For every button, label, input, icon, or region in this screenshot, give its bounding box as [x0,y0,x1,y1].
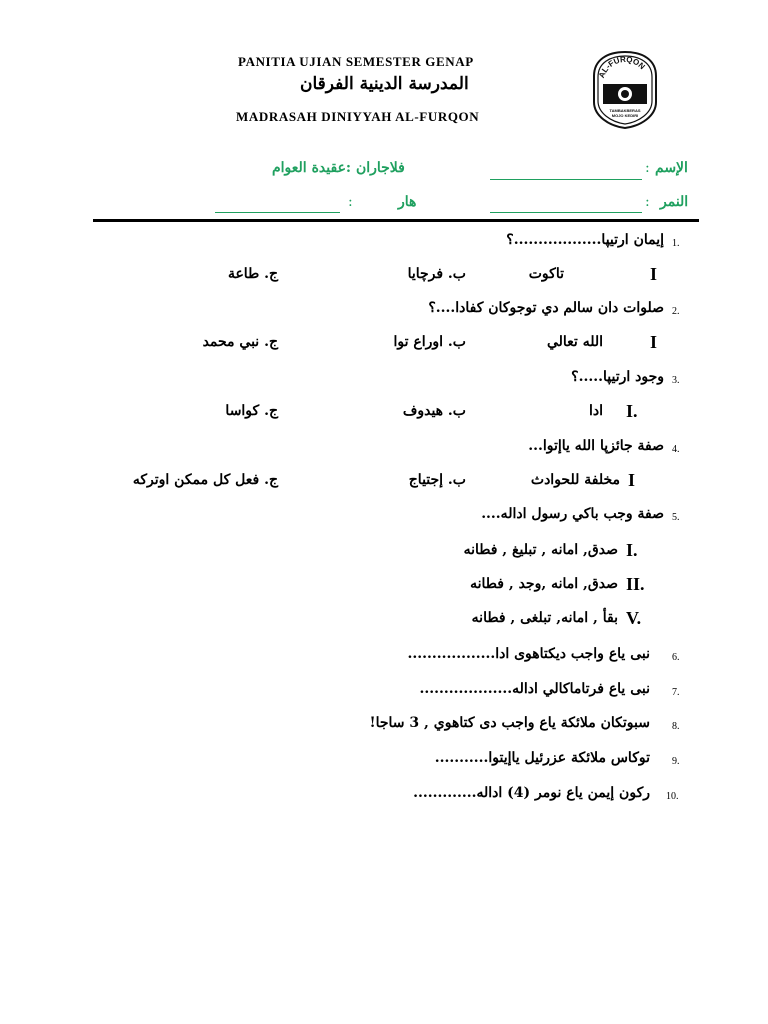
option-marker: I [650,264,658,284]
header-title-arabic: المدرسة الدينية الفرقان [300,74,469,94]
question-text: صفة جائزپا الله ياإتوا... [528,438,664,454]
question-number: 6. [672,652,680,663]
option-a[interactable]: تاكوت [528,266,564,282]
question-text: إيمان ارتيپا..................؟ [506,232,664,248]
option-c[interactable]: ج. طاعة [227,266,278,282]
option-marker: I [628,470,636,490]
day-colon: : [348,194,353,210]
name-colon: : [645,160,650,176]
option-b[interactable]: ب. إجتياج [408,472,466,488]
option-c[interactable]: ج. فعل كل ممكن اوتركه [132,472,278,488]
svg-text:MOJO KEDIRI: MOJO KEDIRI [611,113,639,118]
question-number: 4. [672,444,680,455]
question-number: 1. [672,238,680,249]
svg-text:AL-FURQON: AL-FURQON [597,54,647,80]
question-text: صلوات دان سالم دي توجوكان كفادا....؟ [428,300,664,316]
question-number: 5. [672,512,680,523]
option-a[interactable]: مخلفة للحوادث [530,472,620,488]
option-a[interactable]: الله تعالي [546,334,603,350]
day-field[interactable] [215,211,340,213]
option-b[interactable]: ب. فرچايا [407,266,466,282]
question-text: نبى ياع واجب ديكتاهوى ادا.................. [407,646,650,662]
question-number: 3. [672,375,680,386]
question-text: نبى ياع فرتاماكالي اداله................... [419,681,650,697]
name-field[interactable] [490,178,642,180]
question-number: 10. [666,791,679,802]
option-i[interactable]: صدق, امانه , تبليغ , فطانه [463,542,618,558]
number-field[interactable] [490,211,642,213]
question-text: صفة وجب باكي رسول اداله.... [481,506,664,522]
question-text: وجود ارتيپا.....؟ [571,369,664,385]
option-c[interactable]: ج. كواسا [225,403,278,419]
option-v[interactable]: بقأ , امانه, تبلغى , فطانه [471,610,618,626]
question-text: توكاس ملائكة عزرئيل ياإيتوا........... [434,750,650,766]
option-marker: I [650,332,658,352]
option-ii[interactable]: صدق, امانه ,وجد , فطانه [470,576,618,592]
option-a[interactable]: ادا [588,403,603,419]
number-label: النمر [660,194,689,210]
question-number: 2. [672,306,680,317]
name-label: الإسم [655,160,688,176]
option-marker: I. [626,401,638,421]
option-marker: V. [626,608,642,628]
question-text: سبوتكان ملائكة ياع واجب دى كتاهوي , 3 ساجا! [369,715,650,731]
header-title-2: MADRASAH DINIYYAH AL-FURQON [236,109,480,124]
option-c[interactable]: ج. نبي محمد [202,334,278,350]
header-rule [93,219,699,222]
option-b[interactable]: ب. اوراع توا [393,334,466,350]
question-number: 7. [672,687,680,698]
question-text: ركون إيمن ياع نومر (4) اداله............. [413,785,650,801]
header-title-1: PANITIA UJIAN SEMESTER GENAP [238,54,474,69]
option-marker: II. [626,574,645,594]
question-number: 9. [672,756,680,767]
number-colon: : [645,194,650,210]
option-marker: I. [626,540,638,560]
option-b[interactable]: ب. هيدوف [402,403,466,419]
day-label: هار [398,194,417,210]
svg-text:TAMBAKBERAS: TAMBAKBERAS [609,108,641,113]
question-number: 8. [672,721,680,732]
subject-label: فلاجاران :عقيدة العوام [272,160,405,176]
school-logo [591,50,659,130]
